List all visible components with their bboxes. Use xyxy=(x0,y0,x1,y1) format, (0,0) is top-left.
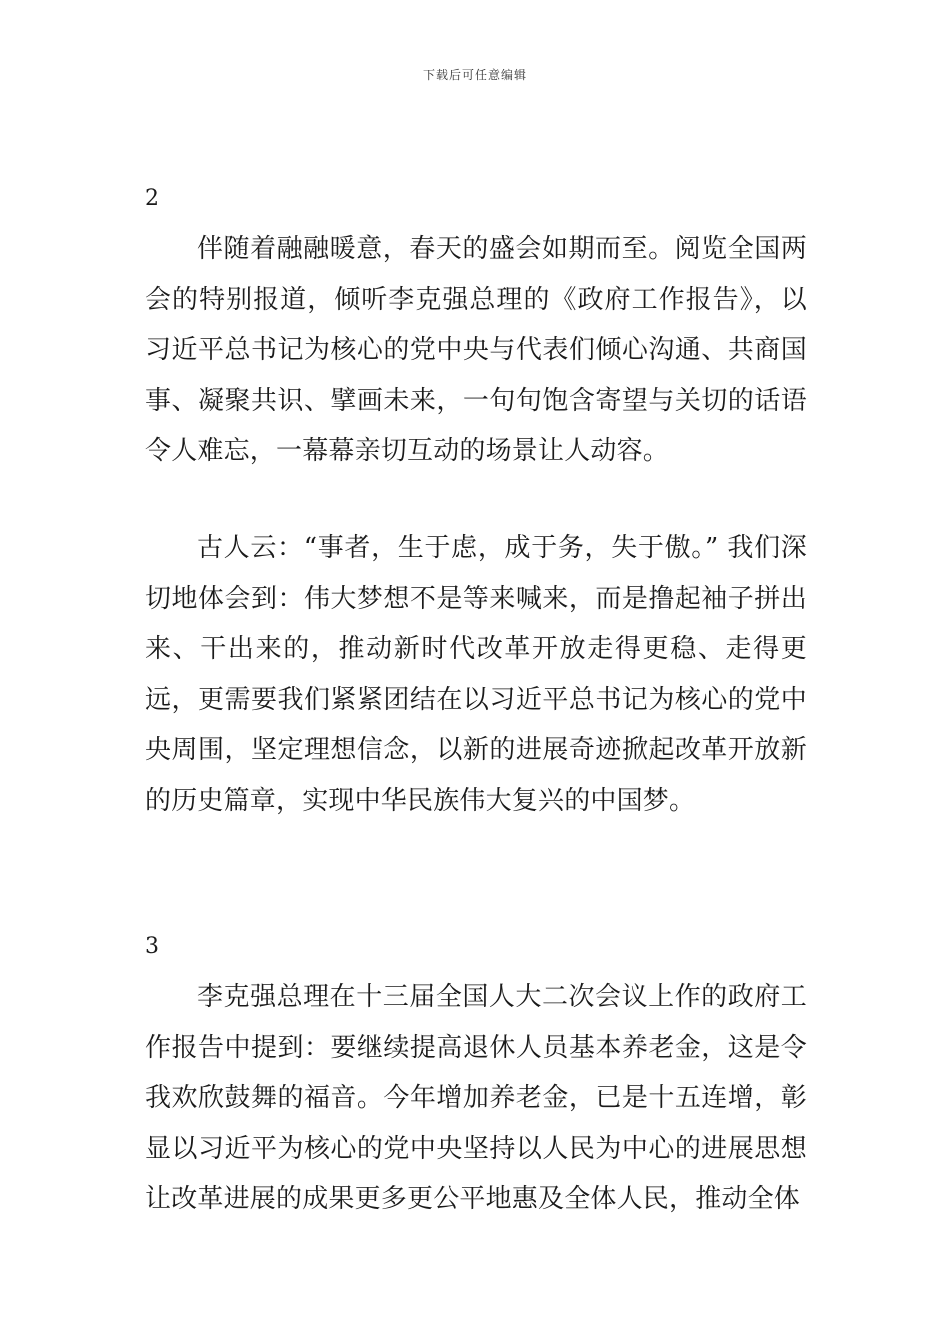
page-header: 下载后可任意编辑 xyxy=(422,68,527,82)
paragraph: 古人云：“事者，生于虑，成于务，失于傲。” 我们深切地体会到：伟大梦想不是等来喊来，而是撸起袖子拼出来、干出来的，推动新时代改革开放走得更稳、走得更远，更需要我们紧紧团结在以习近平总书记为核心的党中央周围，坚定理想信念，以新的进展奇迹掀起改革开放新的历史篇章，实现中华民族伟大复兴的中国梦。 xyxy=(145,533,807,816)
section-number: 3 xyxy=(145,934,159,959)
section-number: 2 xyxy=(145,186,159,211)
paragraph: 李克强总理在十三届全国人大二次会议上作的政府工作报告中提到：要继续提高退休人员基本养老金，这是令我欢欣鼓舞的福音。今年增加养老金，已是十五连增，彰显以习近平为核心的党中央坚持以人民为中心的进展思想让改革进展的成果更多更公平地惠及全体人民，推动全体 xyxy=(145,982,807,1214)
paragraph: 伴随着融融暖意，春天的盛会如期而至。阅览全国两会的特别报道，倾听李克强总理的《政府工作报告》，以习近平总书记为核心的党中央与代表们倾心沟通、共商国事、凝聚共识、擘画未来，一句句饱含寄望与关切的话语令人难忘，一幕幕亲切互动的场景让人动容。 xyxy=(145,234,807,466)
